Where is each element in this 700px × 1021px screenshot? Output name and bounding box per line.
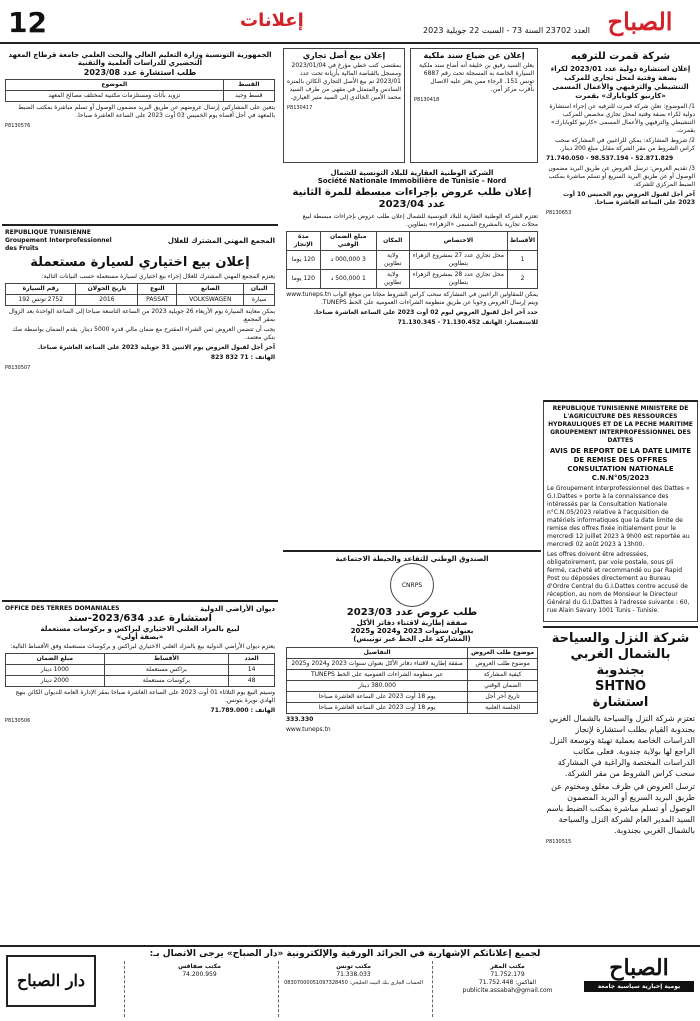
ad-cnrps-stamp — [286, 563, 538, 607]
newspaper-logo — [590, 2, 690, 40]
snit-th: المكان — [376, 232, 409, 251]
cnrps-th: التفاصيل — [287, 648, 468, 659]
ad-ministry-body: يتعين على المشاركين إرسال عروضهم عن طريق البريد مضمون الوصول أو تسلم مباشرة بمكتب الضبط بالمعهد في أجل أقصاه يوم الخميس 03 أوت 2023 على الساعة العاشرة صباحا. — [18, 104, 275, 119]
table-row — [287, 681, 538, 692]
ad-cnrps-amount: 333.330 — [286, 716, 314, 723]
ad-gif-org-fr: REPUBLIQUE TUNISIENNE Groupement Interprofessionnel des Fruits — [5, 229, 112, 252]
ad-gammarth-subtitle: إعلان استشارة دولية عدد 2023/01 لكراء بصفة وقتية لمحل تجاري للمركب التنشيطي والترفيهي والأعمال المسمى «كارنيو كلوبابارك» بقمرت — [550, 65, 691, 100]
ad-shtno-ref: P8130515 — [546, 839, 572, 845]
table-row — [6, 91, 275, 102]
table-row — [287, 270, 538, 289]
ad-lease — [283, 48, 405, 163]
ad-gammarth-phones: 71.740.050 - 98.537.194 - 52.871.829 — [546, 155, 674, 162]
cnrps-cell: موضوع طلب العروض — [468, 659, 538, 670]
gif-th: رقم السيارة — [6, 284, 76, 295]
ad-gammarth-ref: P8130653 — [546, 210, 572, 216]
ad-otd-body: وسيتم البيع يوم الثلاثاء 01 أوت 2023 على الساعة العاشرة صباحا بمقر الإدارة العامة للديوان الكائن بنهج الهادي نويرة بتونس. — [15, 689, 275, 704]
footer-logo-right-text: الصباح — [609, 955, 669, 981]
gif-th: النوع — [138, 284, 177, 295]
ad-dattes-org: REPUBLIQUE TUNISIENNE MINISTERE DE L'AGRICULTURE DES RESSOURCES HYDRAULIQUES ET DE LA PECHE MARITIME — [548, 405, 693, 428]
footer-office-name: مكتب المقر — [490, 963, 525, 970]
ad-snit-table — [286, 231, 538, 289]
ad-gammarth — [543, 48, 698, 396]
ad-gammarth-title: شركة قمرت للترفيه — [570, 51, 671, 62]
ad-dattes-org2: GROUPEMENT INTERPROFESSIONNEL DES DATTES — [550, 429, 691, 444]
snit-cell: 1 500,000 د — [320, 270, 376, 289]
footer-tagline: يومية إخبارية سياسية جامعة — [584, 981, 694, 992]
cnrps-cell: صفقة إطارية لاقتناء دفاتر الأكل بعنوان سنوات 2023 و2024 و2025 — [287, 659, 468, 670]
cnrps-cell: عبر منظومة الشراءات العمومية على الخط TUNEPS — [287, 670, 468, 681]
ministry-cell: قسط وحيد — [223, 91, 274, 102]
ad-otd — [2, 600, 278, 942]
otd-cell: 2000 دينار — [6, 676, 105, 687]
ad-lost-body: يعلن السيد رفيق بن خليفة أنه أضاع سند ملكية السيارة الخاصة به المسجلة تحت رقم 6887 تونس 151. الرجاء ممن يعثر عليه الاتصال بأقرب مركز أمن. — [418, 62, 534, 93]
ad-snit-contact: للاستفسار: الهاتف 71.130.452 - 71.130.345 — [397, 319, 538, 326]
ad-shtno-body: تعتزم شركة النزل والسياحة بالشمال الغربي بجندوبة القيام بطلب استشارة لإنجاز الدراسات الخاصة بعملية تهيئة وتوسعة النزل الراجع لها بولاية جندوبة. فعلى مكاتب الدراسات المختصة والراغبة في المشاركة سحب كراس الشروط من مقر الشركة. — [549, 714, 695, 778]
ad-snit-title-fr: Société Nationale Immobilière de Tunisie - Nord — [317, 177, 507, 185]
gif-cell: 2752 تونس 192 — [6, 295, 76, 306]
snit-th: مدة الإنجاز — [287, 232, 321, 251]
snit-cell: 2 — [507, 270, 537, 289]
gif-cell: سيارة — [244, 295, 275, 306]
snit-cell: محل تجاري عدد 28 بمشروع الزهراء بتطاوين — [409, 270, 507, 289]
footer-office-phone: 74.200.959 — [182, 971, 217, 978]
footer-heading: لجميع إعلاناتكم الإشهارية في الجرائد الورقية والإلكترونية «دار الصباح» يرجى الاتصال بـ: — [149, 949, 541, 959]
cnrps-cell: الجلسة العلنية — [468, 703, 538, 714]
table-row — [6, 665, 275, 676]
cnrps-logo-icon: CNRPS — [390, 563, 434, 607]
ad-cnrps-sub2: بعنوان سنوات 2023 و2024 و2025 — [350, 627, 474, 635]
snit-cell: 120 يوما — [287, 251, 321, 270]
ad-gif-phone: الهاتف : 71 832 823 — [210, 354, 275, 361]
footer-logo-right — [584, 955, 694, 1015]
cnrps-cell: كيفية المشاركة — [468, 670, 538, 681]
page-header — [0, 0, 700, 44]
ad-gammarth-body2: 2/ شروط المشاركة: يمكن للراغبين في المشاركة سحب كراس الشروط من مقر الشركة مقابل مبلغ 200 دينار. — [554, 137, 695, 152]
gif-th: البيان — [244, 284, 275, 295]
ad-gif-intro: يعتزم المجمع المهني المشترك للغلال إجراء بيع اختياري لسيارة مستعملة حسب البيانات التالية: — [41, 273, 275, 280]
ad-snit-headline: إعلان طلب عروض بإجراءات مبسطة للمرة الثانية عدد 2023/04 — [292, 187, 532, 210]
ad-gif — [2, 224, 278, 596]
ad-lease-title: إعلان بيع أصل تجاري — [302, 51, 386, 60]
ad-snit-intro: تعتزم الشركة الوطنية العقارية للبلاد التونسية للشمال إعلان طلب عروض بإجراءات مبسطة لبيع محلات تجارية بالمشروع المسمى «الزهراء» بتطاوين. — [302, 213, 538, 228]
footer-fax: الفاكس: 71.752.448 — [478, 979, 537, 986]
ad-ministry-title: طلب استشارة عدد 2023/08 — [83, 68, 197, 77]
ad-gammarth-body3: 3/ تقديم العروض: ترسل العروض عن طريق البريد مضمون الوصول أو عن طريق البريد السريع أو تسلم مباشرة بمكتب الضبط المركزي للشركة. — [548, 165, 695, 188]
ad-otd-phone: الهاتف : 71.789.000 — [210, 707, 275, 714]
gif-cell: VOLKSWAGEN — [177, 295, 244, 306]
otd-cell: 48 — [229, 676, 275, 687]
ad-shtno-body2: ترسل العروض في ظرف مغلق ومختوم عن طريق البريد السريع أو البريد المضمون الوصول أو تسلم مباشرة بمكتب الضبط باسم السيد المدير العام لشركة النزل والسياحة بالشمال الغربي بجندوبة. — [546, 782, 695, 835]
table-row — [6, 676, 275, 687]
ad-otd-headline: استشارة عدد 2023/634-سند — [68, 613, 212, 624]
ad-ministry-table — [5, 79, 275, 102]
ad-ministry-ref: P8130576 — [5, 123, 31, 129]
issue-line: العدد 23702 السنة 73 - السبت 22 جويلية 2023 — [423, 26, 590, 35]
ad-otd-intro: يعتزم ديوان الأراضي الدولية بيع بالمزاد العلني الاختياري لبراكس و بركوسات مستعملة وفق الأقساط التالية: — [10, 643, 275, 650]
ministry-th: الموضوع — [6, 80, 224, 91]
page-number: 12 — [8, 6, 47, 39]
ad-dattes-title: AVIS DE REPORT DE LA DATE LIMITE DE REMISE DES OFFRES CONSULTATION NATIONALE C.N.N°05/2023 — [549, 447, 692, 482]
ad-otd-org-ar: ديوان الأراضي الدولية — [200, 605, 275, 613]
ad-gif-org-ar: المجمع المهني المشترك للغلال — [167, 237, 275, 245]
snit-cell: 3 000,000 د — [320, 251, 376, 270]
ad-cnrps-org: الصندوق الوطني للتقاعد والحيطة الاجتماعية — [335, 555, 489, 563]
ad-otd-header — [5, 605, 275, 613]
ad-shtno-title1: شركة النزل والسياحة — [551, 631, 690, 646]
footer-bank: الحساب الجاري بنك البيت الخليجي: 08307000051097328450 — [284, 980, 423, 986]
ad-cnrps-table — [286, 647, 538, 714]
cnrps-cell: تاريخ آخر أجل — [468, 692, 538, 703]
ad-cnrps — [283, 550, 541, 942]
ad-ministry — [2, 48, 278, 220]
footer-office-phone: 71.752.179 — [490, 971, 525, 978]
table-row — [287, 692, 538, 703]
ad-cnrps-url: www.tuneps.tn — [286, 726, 331, 733]
ad-otd-sub2: «بصفة أولى» — [116, 633, 164, 641]
ad-gif-headline: إعلان بيع اختياري لسيارة مستعملة — [30, 255, 250, 270]
cnrps-cell: 380.000 دينار — [287, 681, 468, 692]
footer — [0, 945, 700, 1021]
ad-cnrps-headline: طلب عروض عدد 2023/03 — [346, 607, 478, 618]
footer-office-hq — [432, 961, 582, 1017]
footer-office-tunis — [278, 961, 428, 1017]
footer-logo-left — [6, 955, 96, 1015]
snit-th: الأقساط — [507, 232, 537, 251]
table-row — [287, 703, 538, 714]
table-row — [6, 295, 275, 306]
cnrps-cell: الضمان الوقتي — [468, 681, 538, 692]
snit-th: الاختصاص — [409, 232, 507, 251]
ad-gif-body3: آخر أجل لقبول العروض يوم الاثنين 31 جويلية 2023 على الساعة العاشرة صباحا. — [37, 344, 275, 351]
ad-lost-title-text: إعلان عن ضياع سند ملكية — [423, 51, 525, 60]
ad-gif-body2: يجب أن تتضمن العروض ثمن الشراء المقترح مع ضمان مالي قدره 5000 دينار. يقدم الضمان بواسطة صك بنكي معتمد. — [12, 326, 275, 341]
ad-gammarth-body1: 1/ الموضوع: تعلن شركة قمرت للترفيه عن إجراء استشارة دولية لكراء بصفة وقتية لمحل تجاري مخصص للمركب التنشيطي والترفيهي والأعمال المسمى «كارنيو كلوبابارك» بقمرت. — [549, 103, 695, 134]
ad-otd-sub: لبيع بالمزاد العلني الاختياري لبراكس و بركوسات مستعملة — [40, 625, 240, 633]
ad-dattes — [543, 400, 698, 622]
ad-lost-title — [410, 48, 538, 163]
ad-cnrps-sub: صفقة إطارية لاقتناء دفاتر الأكل — [356, 619, 468, 627]
ministry-cell: تزويد بأثاث ومستلزمات مكتبية لمختلف مصالح المعهد — [6, 91, 224, 102]
snit-cell: ولاية تطاوين — [376, 251, 409, 270]
snit-cell: محل تجاري عدد 27 بمشروع الزهراء بتطاوين — [409, 251, 507, 270]
gif-cell: 2016 — [76, 295, 138, 306]
otd-cell: 14 — [229, 665, 275, 676]
gif-th: تاريخ الجولان — [76, 284, 138, 295]
ad-snit — [283, 166, 541, 546]
section-title: إعلانات — [240, 10, 304, 31]
footer-office-phone: 71.338.033 — [336, 971, 371, 978]
ad-gammarth-deadline: آخر أجل لقبول العروض يوم الخميس 10 أوت 2023 على الساعة العاشرة صباحا. — [563, 191, 695, 206]
ad-snit-title-ar: الشركة الوطنية العقارية للبلاد التونسية للشمال — [330, 169, 494, 177]
cnrps-cell: يوم 18 أوت 2023 على الساعة العاشرة صباحا — [287, 692, 468, 703]
footer-logo-left-text: دار الصباح — [6, 955, 96, 1007]
footer-office-sfax — [124, 961, 274, 1017]
table-row — [287, 670, 538, 681]
ad-shtno — [543, 626, 698, 942]
ad-otd-table — [5, 653, 275, 687]
footer-email[interactable]: publicite.assabah@gmail.com — [462, 987, 553, 994]
otd-cell: 1000 دينار — [6, 665, 105, 676]
table-row — [287, 659, 538, 670]
snit-th: مبلغ الضمان الوقتي — [320, 232, 376, 251]
ad-shtno-title3: SHTNO — [594, 679, 647, 694]
snit-cell: 120 يوما — [287, 270, 321, 289]
ad-gif-table — [5, 283, 275, 306]
ad-dattes-body: Le Groupement Interprofessionnel des Dattes « G.I.Dattes » porte à la connaissance des intéressés par la Consultation Nationale n°C.N.05/2023 relative à l'acquisition de matériels informatiques que la date limite de remise des offres fixée initialement pour le mercredi 12 juillet 2023 à 9h00 est reportée au mercredi 02 août 2023 à 13h00. — [547, 485, 690, 548]
cnrps-cell: يوم 18 أوت 2023 على الساعة العاشرة صباحا — [287, 703, 468, 714]
footer-office-name: مكتب صفاقس — [178, 963, 221, 970]
otd-cell: بركوسات مستعملة — [104, 676, 229, 687]
ad-snit-deadline: حدد آخر أجل لقبول العروض ليوم 02 أوت 2023 على الساعة العاشرة صباحا. — [313, 309, 538, 316]
logo-text: الصباح — [607, 7, 673, 36]
ad-lease-body: بمقتضى كتب خطي مؤرخ في 2023/01/04 ومسجل بالقباضة المالية بأريانة تحت عدد 2023/01 تم بيع الأصل التجاري الكائن بالمنزه السادس والمتمثل في مقهى من طرف السيد محمد الأمين الخالدي إلى السيد منير العياري. — [287, 62, 401, 101]
ad-lease-ref: P8130417 — [287, 105, 313, 111]
cnrps-th: موضوع طلب العروض — [468, 648, 538, 659]
otd-cell: براكس مستعملة — [104, 665, 229, 676]
ad-lost-ref: P8130418 — [414, 97, 440, 103]
snit-cell: ولاية تطاوين — [376, 270, 409, 289]
ad-otd-org-fr: OFFICE DES TERRES DOMANIALES — [5, 605, 120, 612]
otd-th: الأقساط — [104, 654, 229, 665]
ad-cnrps-sub3: (المشاركة على الخط عبر تونيبس) — [353, 635, 471, 643]
ad-gif-body1: يمكن معاينة السيارة يوم الأربعاء 26 جويلية 2023 من الساعة التاسعة صباحا إلى الساعة الواحدة بعد الزوال بمقر المجمع. — [8, 308, 275, 323]
snit-cell: 1 — [507, 251, 537, 270]
gif-th: الصانع — [177, 284, 244, 295]
ministry-th: القسط — [223, 80, 274, 91]
otd-th: مبلغ الضمان — [6, 654, 105, 665]
ad-gif-header — [5, 229, 275, 253]
otd-th: العدد — [229, 654, 275, 665]
ad-ministry-org: الجمهورية التونسية وزارة التعليم العالي والبحث العلمي جامعة قرطاج المعهد التحضيري للدراسات العلمية والتقنية — [8, 51, 272, 67]
ad-dattes-body2: Les offres doivent être adressées, obligatoirement, par voie postale, sous pli fermé, cacheté et recommandé ou par Rapid Post ou déposées directement au Bureau d'Ordre Central du G.I.Dattes contre accusé de réception, au nom de Monsieur le Directeur Général du G.I.Dattes à l'adresse suivante : 60, rue Alain Savary 1001 Tunis - Tunisie. — [547, 551, 690, 614]
ad-otd-ref: P8130506 — [5, 718, 31, 724]
ad-shtno-title2: بالشمال الغربي بجندوبة — [570, 647, 671, 678]
ad-shtno-title4: استشارة — [592, 695, 649, 710]
ad-snit-body: يمكن للمقاولين الراغبين في المشاركة سحب كراس الشروط مجانا من موقع الواب www.tuneps.tn ويتم إرسال العروض وجوبا عن طريق منظومة الشراءات العمومية على الخط TUNEPS. — [286, 291, 538, 306]
ad-gif-ref: P8130507 — [5, 365, 31, 371]
footer-office-name: مكتب تونس — [336, 963, 371, 970]
table-row — [287, 251, 538, 270]
gif-cell: PASSAT — [138, 295, 177, 306]
